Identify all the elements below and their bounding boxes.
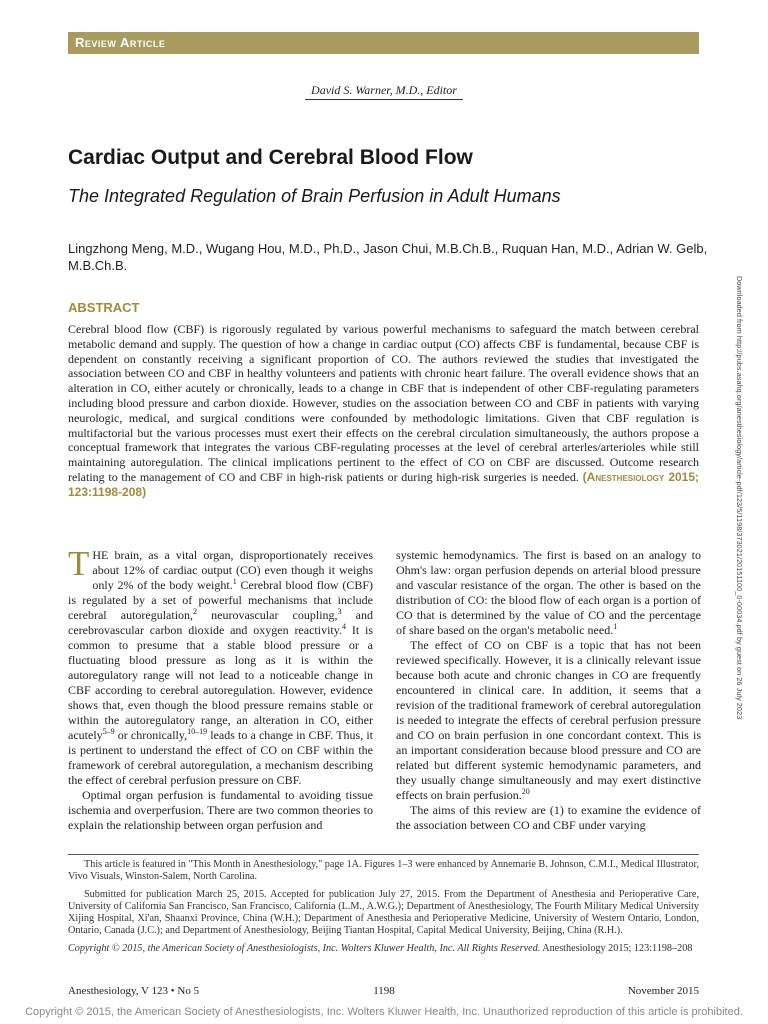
- body-text: and cerebrovascular carbon dioxide and oxygen reactivity.: [68, 608, 373, 637]
- article-subtitle: The Integrated Regulation of Brain Perfusion in Adult Humans: [68, 186, 561, 206]
- body-text: Cerebral blood flow (CBF) is regulated by a set of powerful mechanisms that include cerebral autoregulation,: [68, 578, 373, 622]
- body-text: The effect of CO on CBF is a topic that has not been reviewed specifically. However, it is a clinically relevant issue because both acute and chronic changes in CO are frequently encountered in clinical care. In addition, it seems that a revision of the traditional framework of cerebral autoregulation is needed to integrate the effects of cerebral perfusion pressure and CO on brain perfusion in one concordant context. This is an important consideration because blood pressure and CO are related but different systemic hemodynamic parameters, and they usually change simultaneously and may exert distinctive effects on brain perfusion.: [396, 638, 701, 802]
- download-watermark: Downloaded from http://pubs.asahq.org/anesthesiology/article-pdf/123/5/1198/373021/20151100_0-00034.pdf by guest on 26 July 2023: [735, 276, 744, 720]
- citation-journal: Anesthesiology: [586, 469, 665, 484]
- citation-details: 2015; 123:1198-208): [68, 469, 700, 499]
- footnote-copyright: [68, 943, 699, 955]
- body-paragraph: [396, 548, 701, 638]
- body-text: or chronically,: [114, 728, 188, 742]
- footer-page-number: 1198: [373, 985, 395, 997]
- author-list: Lingzhong Meng, M.D., Wugang Hou, M.D., Ph.D., Jason Chui, M.B.Ch.B., Ruquan Han, M.D., Adrian W. Gelb, M.B.Ch.B.: [68, 241, 708, 273]
- footer-issue-date: November 2015: [627, 985, 699, 997]
- reference-marker[interactable]: 20: [521, 787, 530, 796]
- footnote-divider: [68, 854, 699, 855]
- body-column-left: [68, 544, 373, 833]
- footnote-submission: Submitted for publication March 25, 2015. Accepted for publication July 27, 2015. From the Department of Anesthesia and Perioperative Care, University of California San Francisco, San Francisco, California (L.M., A.W.G.); Department of Anesthesiology, The Fourth Military Medical University Xijing Hospital, Xi'an, Shaanxi Province, China (W.H.); Department of Anesthesia and Perioperative Medicine, University of Western Ontario, London, Ontario, Canada (J.C.); and Department of Anesthesiology, Beijing Tiantan Hospital, Capital Medical University, Beijing, China (R.H.).: [68, 889, 699, 936]
- reference-marker[interactable]: 2: [193, 607, 198, 616]
- reference-marker[interactable]: 10–19: [187, 727, 208, 736]
- reference-marker[interactable]: 4: [341, 622, 346, 631]
- editor-credit: David S. Warner, M.D., Editor: [311, 83, 457, 97]
- body-paragraph: The aims of this review are (1) to examine the evidence of the association between CO and CBF under varying: [396, 803, 701, 832]
- drop-cap: T: [68, 544, 90, 583]
- body-text: HE brain, as a vital organ, disproportionately receives about 12% of cardiac output (CO) even though it weighs only 2% of the body weight.: [92, 548, 373, 592]
- footnote-featured: This article is featured in "This Month in Anesthesiology," page 1A. Figures 1–3 were enhanced by Annemarie B. Johnson, C.M.I., Medical Illustrator, Vivo Visuals, Winston-Salem, North Carolina.: [68, 859, 699, 882]
- abstract-text: Cerebral blood flow (CBF) is rigorously regulated by various powerful mechanisms to safeguard the match between cerebral metabolic demand and supply. The question of how a change in cardiac output (CO) affects CBF is fundamental, because CBF is dependent on constantly receiving a significant proportion of CO. The authors reviewed the studies that investigated the association between CO and CBF in healthy volunteers and patients with chronic heart failure. The overall evidence shows that an alteration in CO, either acutely or chronically, leads to a change in CBF that is independent of other CBF-regulating parameters including blood pressure and carbon dioxide. However, studies on the association between CO and CBF in patients with varying neurologic, medical, and surgical conditions were confounded by methodologic limitations. Given that CBF regulation is multifactorial but the various processes must exert their effects on the cerebral circulation simultaneously, the authors propose a conceptual framework that integrates the various CBF-regulating processes at the level of cerebral arterles/arterioles while still maintaining autoregulation. The clinical implications pertinent to the effect of CO on CBF are discussed. Outcome research relating to the management of CO and CBF in high-risk patients or during high-risk surgeries is needed.: [68, 322, 699, 484]
- body-paragraph: [68, 544, 373, 788]
- abstract-citation: (Anesthesiology 2015; 123:1198-208): [68, 469, 700, 499]
- editor-underline: [305, 99, 463, 100]
- body-text: leads to a change in CBF. Thus, it is pertinent to understand the effect of CO on CBF within the framework of cerebral autoregulation, a mechanism describing the effect of cerebral perfusion pressure on CBF.: [68, 728, 373, 787]
- abstract-body: [68, 322, 699, 500]
- body-paragraph: [396, 638, 701, 803]
- article-type-banner: [68, 32, 699, 54]
- footer-journal-volume: Anesthesiology, V 123 • No 5: [68, 985, 200, 997]
- reference-marker[interactable]: 5–9: [102, 727, 115, 736]
- copyright-citation: Anesthesiology 2015; 123:1198–208: [542, 943, 693, 954]
- body-text: neurovascular coupling,: [197, 608, 338, 622]
- article-type-label: Review Article: [75, 35, 166, 50]
- copyright-line: Copyright © 2015, the American Society of Anesthesiologists, Inc. Wolters Kluwer Health, Inc. Unauthorized reproduction of this article is prohibited.: [25, 1006, 743, 1018]
- body-column-right: [396, 548, 701, 833]
- body-paragraph: Optimal organ perfusion is fundamental to avoiding tissue ischemia and overperfusion. There are two common theories to explain the relationship between organ perfusion and: [68, 788, 373, 832]
- body-text: systemic hemodynamics. The first is based on an analogy to Ohm's law: organ perfusion depends on arterial blood pressure and vascular resistance of the organ. The other is based on the distribution of CO: the blood flow of each organ is a portion of CO that is determined by the value of CO and the percentage of share based on the organ's metabolic need.: [396, 548, 701, 637]
- body-text: It is common to presume that a stable blood pressure or a fluctuating blood pressure as long as it is within the autoregulatory range will not lead to a noticeable change in CBF according to cerebral autoregulation. However, evidence shows that, even though the blood pressure remains stable or within the autoregulatory range, an alteration in CO, either acutely: [68, 623, 373, 742]
- footnotes: [68, 859, 699, 961]
- copyright-notice: Copyright © 2015, the American Society of Anesthesiologists, Inc. Wolters Kluwer Health, Inc. All Rights Reserved.: [68, 943, 541, 954]
- reference-marker[interactable]: 1: [613, 622, 618, 631]
- reference-marker[interactable]: 3: [337, 607, 342, 616]
- reference-marker[interactable]: 1: [232, 577, 237, 586]
- abstract-heading: ABSTRACT: [68, 300, 140, 315]
- article-title: Cardiac Output and Cerebral Blood Flow: [68, 146, 473, 169]
